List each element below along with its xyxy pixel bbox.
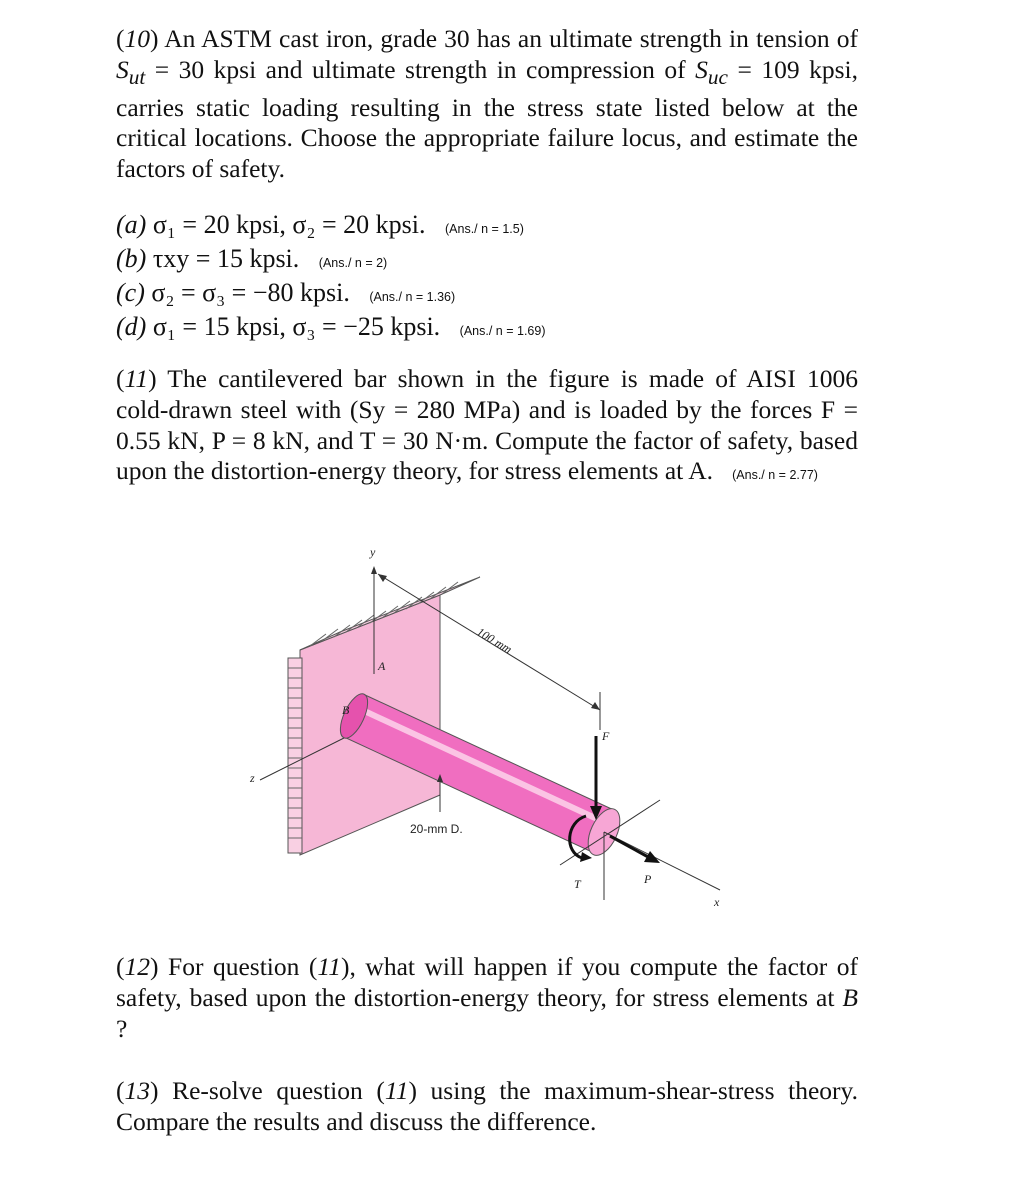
question-12-ref: 11	[317, 952, 342, 981]
label-100mm: 100 mm	[474, 624, 515, 657]
question-11-answer: (Ans./ n = 2.77)	[732, 468, 818, 483]
question-13-ref: 11	[384, 1076, 409, 1105]
part-a-answer: (Ans./ n = 1.5)	[445, 222, 524, 236]
label-A: A	[378, 659, 386, 673]
question-12-text-b: ), what will happen if you compute the factor of safety, based upon the distortion-energy theory, for stress elements at	[116, 952, 858, 1012]
y-axis-arrow	[371, 566, 377, 574]
question-10-text: (10) An ASTM cast iron, grade 30 has an ultimate strength in tension of $S_{ut} = 30$ kpsi and ultimate strength in compression of $S_{uc} = 109$ kpsi, carries static loading resulting in the stress state listed below at the critical locations. Choose the appropriate failure locus, and estimate the factors of safety.	[116, 24, 858, 184]
wall-side-hatch	[288, 658, 302, 853]
question-13-text-b: ) using the maximum-shear-stress theory. Compare the results and discuss the difference.	[116, 1076, 858, 1136]
suc-subscript: uc	[707, 64, 728, 89]
label-y: y	[370, 545, 376, 559]
label-P: P	[644, 872, 652, 886]
part-a-expr: σ₁ = 20 kpsi, σ₂ = 20 kpsi.	[152, 210, 426, 239]
part-d	[116, 312, 545, 346]
question-12-text-a: For question (	[158, 952, 318, 981]
label-x: x	[714, 895, 720, 909]
question-13-text-a: Re-solve question (	[158, 1076, 385, 1105]
part-d-expr: σ₁ = 15 kpsi, σ₃ = −25 kpsi.	[152, 312, 441, 341]
force-P-arrow	[610, 836, 650, 858]
question-10-text-c: = 109 kpsi, carries static loading resulting in the stress state listed below at the critical locations. Choose the appropriate failure locus, and estimate the factors of safety.	[116, 54, 858, 184]
label-T: T	[574, 877, 581, 891]
part-b-label: (b)	[116, 244, 147, 273]
question-11-text: (11) The cantilevered bar shown in the figure is made of AISI 1006 cold-drawn steel with (Sy = 280 MPa) and is loaded by the forces F = 0.55 kN, P = 8 kN, and T = 30 N·m. Compute the factor of safety, based upon the distortion-energy theory, for stress elements at A. (Ans./ n = 2.77)	[116, 364, 858, 486]
question-12-text: (12) For question (11), what will happen if you compute the factor of safety, based upon the distortion-energy theory, for stress elements at B ?	[116, 952, 858, 1043]
question-13-text: (13) Re-solve question (11) using the maximum-shear-stress theory. Compare the results and discuss the difference.	[116, 1076, 858, 1136]
part-b-expr: τxy = 15 kpsi.	[152, 244, 300, 273]
dimension-arrow-start	[378, 574, 387, 582]
part-c-label: (c)	[116, 278, 145, 307]
part-b-answer: (Ans./ n = 2)	[318, 256, 388, 270]
part-c-expr: σ₂ = σ₃ = −80 kpsi.	[151, 278, 350, 307]
part-d-label: (d)	[116, 312, 147, 341]
sut-subscript: ut	[128, 64, 146, 89]
label-z: z	[250, 771, 255, 785]
question-10-number: 10	[124, 24, 150, 53]
question-12-number: 12	[124, 952, 150, 981]
part-c-answer: (Ans./ n = 1.36)	[369, 290, 456, 304]
sut-symbol: S	[116, 54, 129, 84]
question-10-text-b: = 30 kpsi and ultimate strength in compression of	[145, 54, 696, 84]
label-diameter: 20-mm D.	[410, 822, 463, 836]
label-B: B	[342, 703, 350, 717]
question-12-element: B	[842, 982, 858, 1012]
torque-T-arrowhead	[580, 852, 592, 862]
question-12-text-c: ?	[116, 1013, 128, 1043]
part-b	[116, 244, 545, 278]
question-13-number: 13	[124, 1076, 150, 1105]
dimension-arrow-end	[591, 702, 600, 710]
label-F: F	[602, 729, 610, 743]
question-10-text-a: An ASTM cast iron, grade 30 has an ultimate strength in tension of	[158, 24, 858, 53]
question-11-body: The cantilevered bar shown in the figure is made of AISI 1006 cold-drawn steel with (Sy = 280 MPa) and is loaded by the forces F = 0.55 kN, P = 8 kN, and T = 30 N·m. Compute the factor of safety, based upon the distortion-energy theory, for stress elements at A.	[116, 364, 858, 486]
part-a	[116, 210, 545, 244]
part-a-label: (a)	[116, 210, 147, 239]
part-d-answer: (Ans./ n = 1.69)	[459, 324, 546, 338]
part-c	[116, 278, 545, 312]
suc-symbol: S	[695, 54, 708, 84]
question-11-number: 11	[124, 364, 149, 393]
question-10-parts	[116, 210, 545, 346]
cantilever-figure	[230, 540, 760, 920]
